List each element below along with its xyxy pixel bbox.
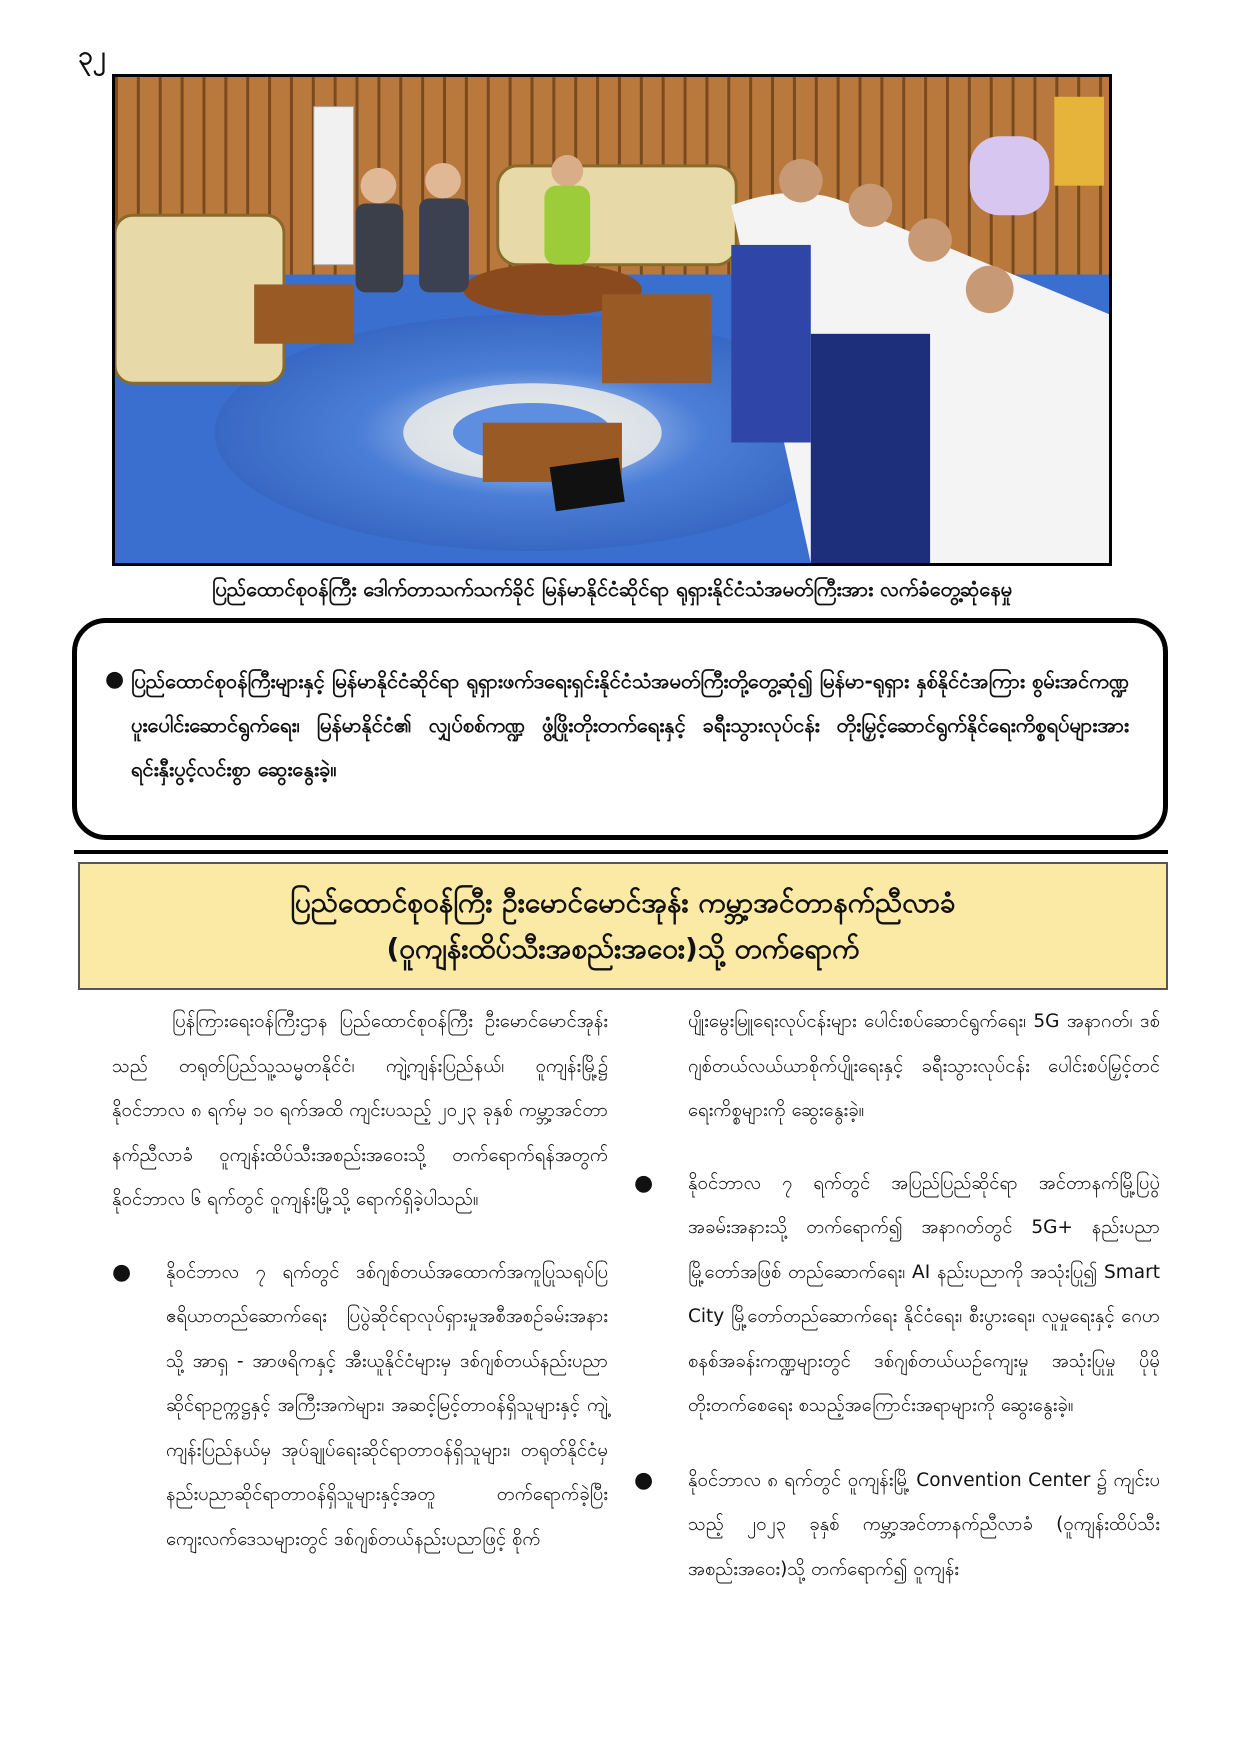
page-number: ၃၂: [78, 41, 106, 71]
article-column-left: [112, 1000, 608, 1592]
photo-caption: ပြည်ထောင်စုဝန်ကြီး ဒေါက်တာသက်သက်ခိုင် မြန်မာနိုင်ငံဆိုင်ရာ ရုရှားနိုင်ငံသံအမတ်ကြီးအား လက်ခံတွေ့ဆုံနေမှု: [211, 577, 1013, 601]
bullet-icon: ●: [105, 667, 125, 692]
bullet-icon: ●: [634, 1467, 654, 1493]
flower-bouquet: [970, 136, 1050, 215]
list-item-text: နိုဝင်ဘာလ ၈ ရက်တွင် ဝူကျန်းမြို့ Convention Center ၌ ကျင်းပသည့် ၂၀၂၃ ခုနှစ် ကမ္ဘာ့အင်တာနက်ညီလာခံ (ဝူကျန်းထိပ်သီးအစည်းအဝေး)သို့ တက်ရောက်၍ ဝူကျန်း: [688, 1469, 1160, 1580]
intro-paragraph: ပြန်ကြားရေးဝန်ကြီးဌာန ပြည်ထောင်စုဝန်ကြီး ဦးမောင်မောင်အုန်းသည် တရုတ်ပြည်သူ့သမ္မတနိုင်ငံ၊ ကျဲ့ကျန်းပြည်နယ်၊ ဝူကျန်းမြို့၌ နိုဝင်ဘာလ ၈ ရက်မှ ၁၀ ရက်အထိ ကျင်းပသည့် ၂၀၂၃ ခုနှစ် ကမ္ဘာ့အင်တာနက်ညီလာခံ ဝူကျန်းထိပ်သီးအစည်းအဝေးသို့ တက်ရောက်ရန်အတွက် နိုဝင်ဘာလ ၆ ရက်တွင် ဝူကျန်းမြို့သို့ ရောက်ရှိခဲ့ပါသည်။: [112, 1011, 608, 1210]
list-item-text: နိုဝင်ဘာလ ၇ ရက်တွင် ဒစ်ဂျစ်တယ်အထောက်အကူပြုသရုပ်ပြဧရိယာတည်ဆောက်ရေး ပြပွဲဆိုင်ရာလုပ်ရှားမှုအစီအစဉ်ခမ်းအနားသို့ အာရှ - အာဖရိကနှင့် အီးယူနိုင်ငံများမှ ဒစ်ဂျစ်တယ်နည်းပညာဆိုင်ရာဥက္ကဋ္ဌနှင့် အကြီးအကဲများ၊ အဆင့်မြင့်တာဝန်ရှိသူများနှင့် ကျဲ့ကျန်းပြည်နယ်မှ အုပ်ချုပ်ရေးဆိုင်ရာတာဝန်ရှိသူများ၊ တရုတ်နိုင်ငံမှ နည်းပညာဆိုင်ရာတာဝန်ရှိသူများနှင့်အတူ တက်ရောက်ခဲ့ပြီး ကျေးလက်ဒေသများတွင် ဒစ်ဂျစ်တယ်နည်းပညာဖြင့် စိုက်: [166, 1261, 608, 1550]
bullet-icon: ●: [634, 1170, 654, 1196]
article-column-right: [634, 1000, 1160, 1622]
summary-text: ပြည်ထောင်စုဝန်ကြီးများနှင့် မြန်မာနိုင်ငံဆိုင်ရာ ရုရှားဖက်ဒရေးရှင်းနိုင်ငံသံအမတ်ကြီးတို့တွေ့ဆုံ၍ မြန်မာ-ရုရှား နှစ်နိုင်ငံအကြား စွမ်းအင်ကဏ္ဍ ပူးပေါင်းဆောင်ရွက်ရေး၊ မြန်မာနိုင်ငံ၏ လျှပ်စစ်ကဏ္ဍ ဖွံ့ဖြိုးတိုးတက်ရေးနှင့် ခရီးသွားလုပ်ငန်း တိုးမြှင့်ဆောင်ရွက်နိုင်ရေးကိစ္စရပ်များအား ရင်းနှီးပွင့်လင်းစွာ ဆွေးနွေးခဲ့။: [131, 669, 1129, 781]
headline-line-1: ပြည်ထောင်စုဝန်ကြီး ဦးမောင်မောင်အုန်း ကမ္ဘာ့အင်တာနက်ညီလာခံ: [290, 886, 956, 919]
air-conditioner: [314, 107, 354, 265]
sofa-center: [498, 166, 737, 265]
list-item: [112, 1251, 608, 1563]
meeting-photo: [112, 74, 1112, 566]
host-figure: [544, 186, 590, 265]
article-headline: [78, 862, 1168, 990]
meeting-photo-illustration: [115, 77, 1109, 563]
bullet-icon: ●: [112, 1259, 132, 1285]
section-divider: [74, 850, 1168, 854]
golden-statue: [1054, 97, 1104, 186]
summary-box: [72, 618, 1168, 840]
headline-line-2: (ဝူကျန်းထိပ်သီးအစည်းအဝေး)သို့ တက်ရောက်: [386, 932, 860, 965]
list-item: [634, 1162, 1160, 1429]
list-item-text: နိုဝင်ဘာလ ၇ ရက်တွင် အပြည်ပြည်ဆိုင်ရာ အင်တာနက်မြို့ပြပွဲအခမ်းအနားသို့ တက်ရောက်၍ အနာဂတ်တွင် 5G+ နည်းပညာမြို့တော်အဖြစ် တည်ဆောက်ရေး၊ AI နည်းပညာကို အသုံးပြု၍ Smart City မြို့တော်တည်ဆောက်ရေး နိုင်ငံရေး၊ စီးပွားရေး၊ လူမှုရေးနှင့် ဂေဟစနစ်အခန်းကဏ္ဍများတွင် ဒစ်ဂျစ်တယ်ယဉ်ကျေးမှု အသုံးပြုမှု ပိုမိုတိုးတက်စေရေး စသည့်အကြောင်းအရာများကို ဆွေးနွေးခဲ့။: [688, 1172, 1160, 1416]
list-item: [634, 1459, 1160, 1593]
list-item-continuation: ပျိုးမွေးမြူရေးလုပ်ငန်းများ ပေါင်းစပ်ဆောင်ရွက်ရေး၊ 5G အနာဂတ်၊ ဒစ်ဂျစ်တယ်လယ်ယာစိုက်ပျိုးရေးနှင့် ခရီးသွားလုပ်ငန်း ပေါင်းစပ်မြှင့်တင်ရေးကိစ္စများကို ဆွေးနွေးခဲ့။: [688, 1011, 1160, 1121]
